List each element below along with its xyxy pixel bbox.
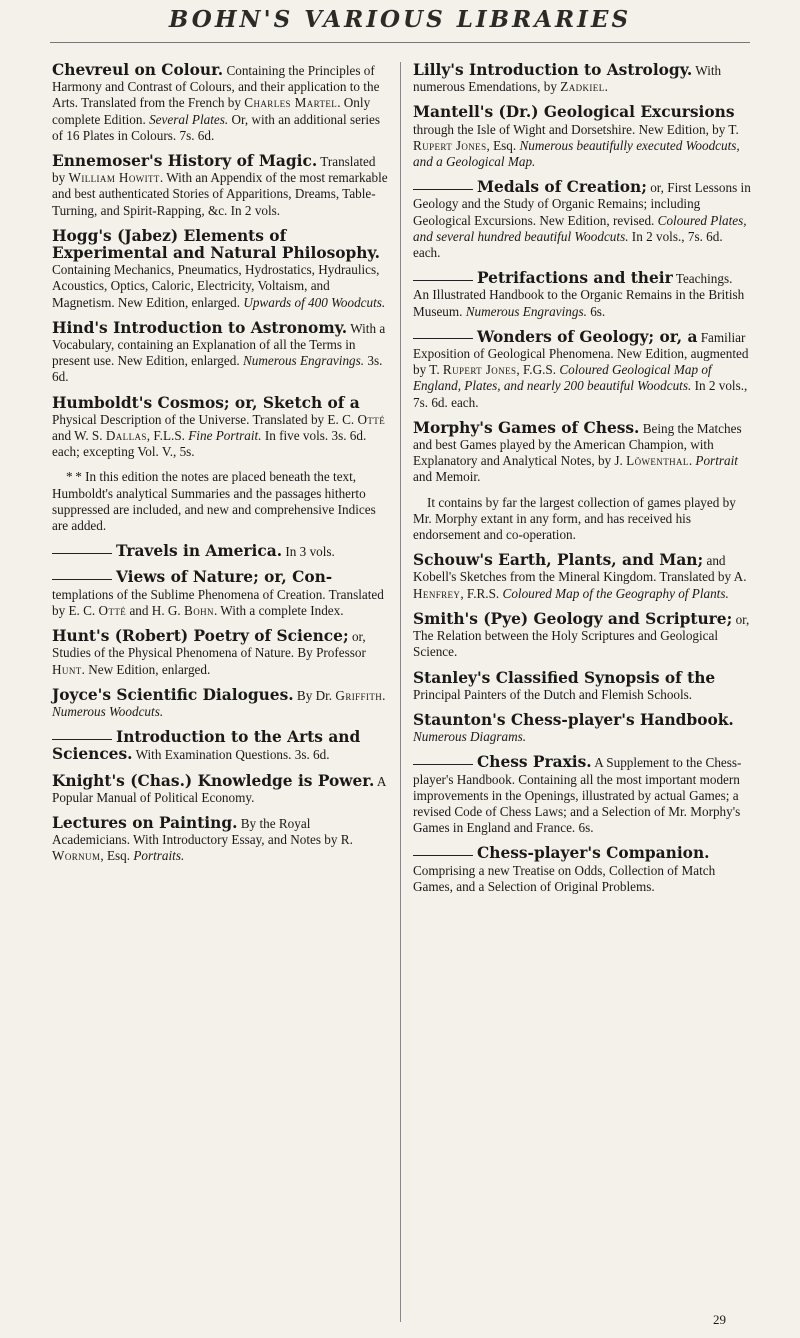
entry-text: It contains by far the largest collection of games played by Mr. Morphy extant in any form, and has received his endorsement and co-operation. bbox=[413, 494, 736, 543]
catalogue-entry bbox=[52, 729, 390, 763]
entry-text: Otté bbox=[98, 602, 127, 618]
entry-text: Henfrey bbox=[413, 585, 461, 601]
entry-title: Chess Praxis. bbox=[477, 753, 592, 772]
entry-text: By the Royal Academicians. With Introductory Essay, and Notes by R. bbox=[52, 815, 353, 848]
entry-text: 6s. bbox=[586, 303, 606, 319]
entry-title: Wonders of Geology; or, a bbox=[477, 327, 698, 346]
ditto-dash bbox=[52, 553, 112, 554]
entry-text: , Esq. bbox=[486, 137, 520, 153]
catalogue-entry bbox=[52, 62, 390, 144]
ditto-dash bbox=[52, 739, 112, 740]
entry-text: Teachings. An Illustrated Handbook to the Organic Remains in the British Museum. bbox=[413, 271, 745, 319]
entry-text: In 2 vols., 7s. 6d. each. bbox=[413, 228, 723, 261]
entry-text: , Esq. bbox=[100, 848, 134, 864]
entry-title: Joyce's Scientific Dialogues. bbox=[52, 685, 294, 704]
catalogue-entry bbox=[413, 552, 751, 602]
entry-text: . With an Appendix of the most remarkable and best authenticated Stories of Apparitions, Dreams, Table-Turning, and Spirit-Rapping, &c. In 2 vols. bbox=[52, 170, 388, 218]
entry-title: Introduction to the Arts and Sciences. bbox=[52, 728, 361, 764]
entry-text: or, First Lessons in Geology and the Study of Organic Remains; including Geological Excursions. New Edition, revised. bbox=[413, 180, 751, 228]
entry-text: Rupert Jones bbox=[442, 362, 517, 378]
entry-text: Containing Mechanics, Pneumatics, Hydrostatics, Hydraulics, Acoustics, Optics, Caloric, Electricity, Voltaism, and Magnetism. New Edition, enlarged. bbox=[52, 262, 380, 310]
entry-text: Fine Portrait. bbox=[188, 428, 262, 444]
entry-text: By Dr. bbox=[293, 687, 336, 703]
entry-text: Several Plates. bbox=[149, 111, 229, 127]
entry-text: Numerous beautifully executed Woodcuts, and a Geological Map. bbox=[413, 137, 740, 170]
catalogue-entry bbox=[413, 329, 751, 411]
entry-text: Charles Martel bbox=[244, 95, 338, 111]
entry-text: Rupert Jones bbox=[413, 137, 487, 153]
entry-text: In 3 vols. bbox=[282, 544, 335, 560]
catalogue-note bbox=[52, 469, 390, 534]
catalogue-entry bbox=[413, 104, 751, 170]
entry-title: Chevreul on Colour. bbox=[52, 61, 224, 79]
entry-text: Numerous Engravings. bbox=[465, 303, 587, 319]
entry-text: and W. S. bbox=[52, 428, 106, 444]
entry-text: Numerous Diagrams. bbox=[413, 729, 527, 745]
entry-text: . bbox=[604, 79, 608, 95]
header-rule bbox=[50, 42, 750, 43]
entry-text: . bbox=[382, 687, 386, 703]
catalogue-entry bbox=[413, 62, 751, 95]
catalogue-entry bbox=[52, 320, 390, 386]
catalogue-entry bbox=[413, 754, 751, 836]
entry-text: Coloured Plates, and several hundred beautiful Woodcuts. bbox=[413, 212, 747, 244]
entry-title: Lilly's Introduction to Astrology. bbox=[413, 61, 693, 79]
entry-text: Griffith bbox=[335, 687, 383, 703]
ditto-dash bbox=[52, 579, 112, 580]
entry-title: Ennemoser's History of Magic. bbox=[52, 152, 318, 171]
entry-text: Familiar Exposition of Geological Phenomena. New Edition, augmented by T. bbox=[413, 329, 749, 378]
entry-title: Morphy's Games of Chess. bbox=[413, 418, 640, 437]
entry-text: William Howitt bbox=[68, 170, 160, 186]
entry-title: Medals of Creation; bbox=[477, 178, 647, 197]
catalogue-entry bbox=[413, 712, 751, 745]
page-number: 29 bbox=[713, 1312, 726, 1327]
entry-text: In 2 vols., 7s. 6d. each. bbox=[413, 378, 748, 410]
entry-title: Hunt's (Robert) Poetry of Science; bbox=[52, 627, 349, 646]
ditto-dash bbox=[413, 855, 473, 856]
entry-text: , F.L.S. bbox=[146, 428, 189, 444]
left-column bbox=[52, 62, 390, 874]
entry-text: Containing the Principles of Harmony and Contrast of Colours, and their application to the Arts. Translated from the French by bbox=[52, 63, 380, 111]
entry-text: Otté bbox=[357, 411, 386, 427]
entry-text: . With a complete Index. bbox=[213, 602, 344, 618]
catalogue-entry bbox=[413, 611, 751, 661]
catalogue-entry bbox=[52, 815, 390, 865]
catalogue-entry bbox=[413, 270, 751, 320]
entry-text: , F.G.S. bbox=[516, 362, 560, 378]
entry-text: With numerous Emendations, by bbox=[413, 63, 722, 95]
entry-text: Löwenthal bbox=[626, 453, 689, 469]
ditto-dash bbox=[413, 280, 473, 281]
entry-text: Or, with an additional series of 16 Plates in Colours. 7s. 6d. bbox=[52, 111, 380, 143]
entry-text: templations of the Sublime Phenomena of Creation. Translated by E. C. bbox=[52, 586, 384, 618]
entry-text: Translated by bbox=[52, 154, 376, 186]
catalogue-entry bbox=[52, 153, 390, 219]
entry-title: Schouw's Earth, Plants, and Man; bbox=[413, 551, 704, 570]
entry-text: Portraits. bbox=[133, 848, 185, 864]
column-divider bbox=[400, 62, 401, 1322]
entry-title: Lectures on Painting. bbox=[52, 813, 238, 832]
entry-title: Petrifactions and their bbox=[477, 269, 673, 288]
catalogue-entry bbox=[413, 845, 751, 895]
entry-text: Portrait bbox=[695, 453, 738, 469]
entry-title: Travels in America. bbox=[116, 542, 283, 561]
ditto-dash bbox=[413, 189, 473, 190]
catalogue-entry bbox=[413, 420, 751, 486]
entry-text: Numerous Woodcuts. bbox=[52, 703, 164, 719]
entry-title: Knight's (Chas.) Knowledge is Power. bbox=[52, 771, 375, 790]
ditto-dash bbox=[413, 764, 473, 765]
entry-text: A Popular Manual of Political Economy. bbox=[52, 773, 386, 805]
entry-text: through the Isle of Wight and Dorsetshire. New Edition, by T. bbox=[413, 121, 739, 137]
entry-text: . Only complete Edition. bbox=[52, 95, 371, 127]
catalogue-entry bbox=[52, 569, 390, 619]
entry-text: Upwards of 400 Woodcuts. bbox=[243, 294, 386, 310]
right-column bbox=[413, 62, 751, 904]
entry-text: Principal Painters of the Dutch and Flemish Schools. bbox=[413, 686, 693, 702]
entry-text: Hunt bbox=[52, 661, 82, 677]
catalogue-entry bbox=[52, 395, 390, 461]
entry-text: Wornum bbox=[52, 848, 101, 864]
entry-text: * * In this edition the notes are placed beneath the text, Humboldt's analytical Summaries and the passages hitherto suppressed are included, and new and comprehensive Indices are added. bbox=[52, 469, 376, 534]
entry-title: Hind's Introduction to Astronomy. bbox=[52, 318, 348, 337]
entry-title: Chess-player's Companion. bbox=[477, 844, 710, 863]
entry-title: Views of Nature; or, Con- bbox=[116, 568, 333, 587]
entry-text: In five vols. 3s. 6d. each; excepting Vol. V., 5s. bbox=[52, 428, 367, 460]
entry-title: Smith's (Pye) Geology and Scripture; bbox=[413, 609, 733, 628]
entry-text: . New Edition, enlarged. bbox=[81, 661, 211, 677]
catalogue-entry bbox=[413, 670, 751, 703]
entry-text: Being the Matches and best Games played by the American Champion, with Explanatory and Analytical Notes, by J. bbox=[413, 420, 742, 469]
entry-text: 3s. 6d. bbox=[52, 353, 383, 385]
entry-text: , F.R.S. bbox=[460, 585, 503, 601]
entry-title: Hogg's (Jabez) Elements of Experimental and Natural Philosophy. bbox=[52, 226, 381, 263]
entry-text: Dallas bbox=[105, 428, 147, 444]
entry-text: Coloured Geological Map of England, Plates, and nearly 200 beautiful Woodcuts. bbox=[413, 362, 712, 394]
entry-title: Stanley's Classified Synopsis of the bbox=[413, 668, 716, 687]
catalogue-entry bbox=[52, 543, 390, 560]
running-head: BOHN'S VARIOUS LIBRARIES bbox=[168, 6, 632, 33]
catalogue-entry bbox=[52, 773, 390, 806]
ditto-dash bbox=[413, 338, 473, 339]
entry-text: With Examination Questions. 3s. 6d. bbox=[132, 747, 330, 763]
entry-text: . bbox=[688, 453, 696, 469]
entry-text: and H. G. bbox=[126, 602, 185, 618]
catalogue-entry bbox=[52, 228, 390, 311]
entry-text: A Supplement to the Chess-player's Handbook. Containing all the most important modern improvements in the Openings, illustrated by actual Games; a revised Code of Chess Laws; and a Selection of Mr. Morphy's Games in England and France. 6s. bbox=[413, 755, 742, 836]
entry-text: Coloured Map of the Geography of Plants. bbox=[502, 585, 729, 601]
entry-text: Bohn bbox=[184, 602, 214, 618]
catalogue-entry bbox=[413, 179, 751, 261]
entry-text: With a Vocabulary, containing an Explanation of all the Terms in present use. New Edition, enlarged. bbox=[52, 320, 386, 369]
entry-text: and Memoir. bbox=[413, 469, 481, 485]
entry-text: Numerous Engravings. bbox=[242, 353, 365, 369]
entry-text: Zadkiel bbox=[560, 79, 605, 95]
entry-title: Staunton's Chess-player's Handbook. bbox=[413, 710, 734, 729]
entry-title: Mantell's (Dr.) Geological Excursions bbox=[413, 103, 735, 122]
entry-text: and Kobell's Sketches from the Mineral Kingdom. Translated by A. bbox=[413, 553, 747, 585]
entry-text: Comprising a new Treatise on Odds, Collection of Match Games, and a Selection of Original Problems. bbox=[413, 862, 716, 894]
entry-text: or, Studies of the Physical Phenomena of Nature. By Professor bbox=[52, 629, 366, 661]
entry-text: or, The Relation between the Holy Scriptures and Geological Science. bbox=[413, 611, 750, 660]
entry-text: Physical Description of the Universe. Translated by E. C. bbox=[52, 411, 358, 427]
catalogue-entry bbox=[52, 628, 390, 678]
catalogue-note bbox=[413, 495, 751, 544]
entry-title: Humboldt's Cosmos; or, Sketch of a bbox=[52, 393, 360, 412]
catalogue-entry bbox=[52, 687, 390, 720]
